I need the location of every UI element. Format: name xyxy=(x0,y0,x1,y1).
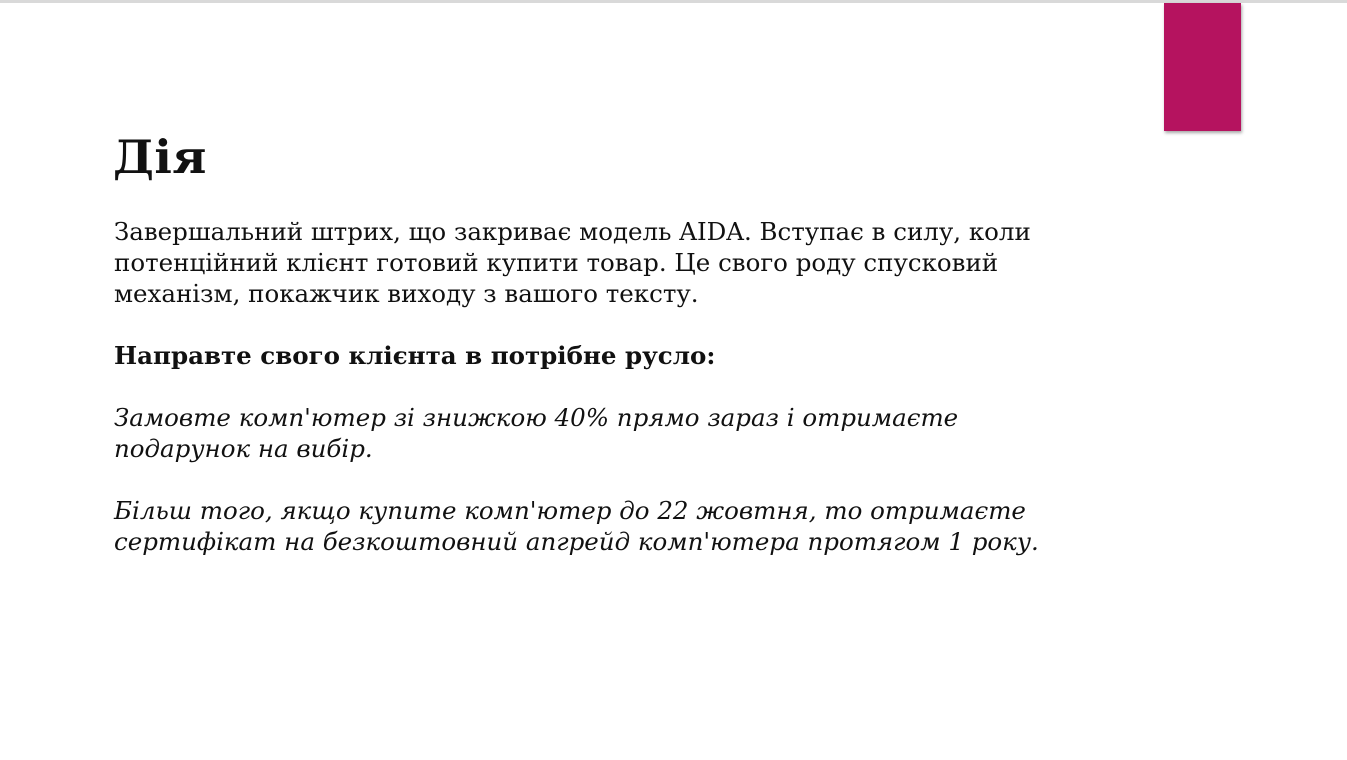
bonus-paragraph: Більш того, якщо купите комп'ютер до 22 жовтня, то отримаєте сертифікат на безкоштовний апгрейд комп'ютера протягом 1 року. xyxy=(114,496,1039,556)
slide-title: Дія xyxy=(113,130,207,184)
intro-paragraph: Завершальний штрих, що закриває модель AIDA. Вступає в силу, коли потенційний клієнт готовий купити товар. Це свого роду спусковий механізм, покажчик виходу з вашого тексту. xyxy=(114,217,1031,308)
offer-paragraph: Замовте комп'ютер зі знижкою 40% прямо зараз і отримаєте подарунок на вибір. xyxy=(114,403,959,463)
accent-bar xyxy=(1164,3,1241,131)
call-to-action-heading: Направте свого клієнта в потрібне русло: xyxy=(114,341,716,370)
slide-body xyxy=(114,216,1074,557)
